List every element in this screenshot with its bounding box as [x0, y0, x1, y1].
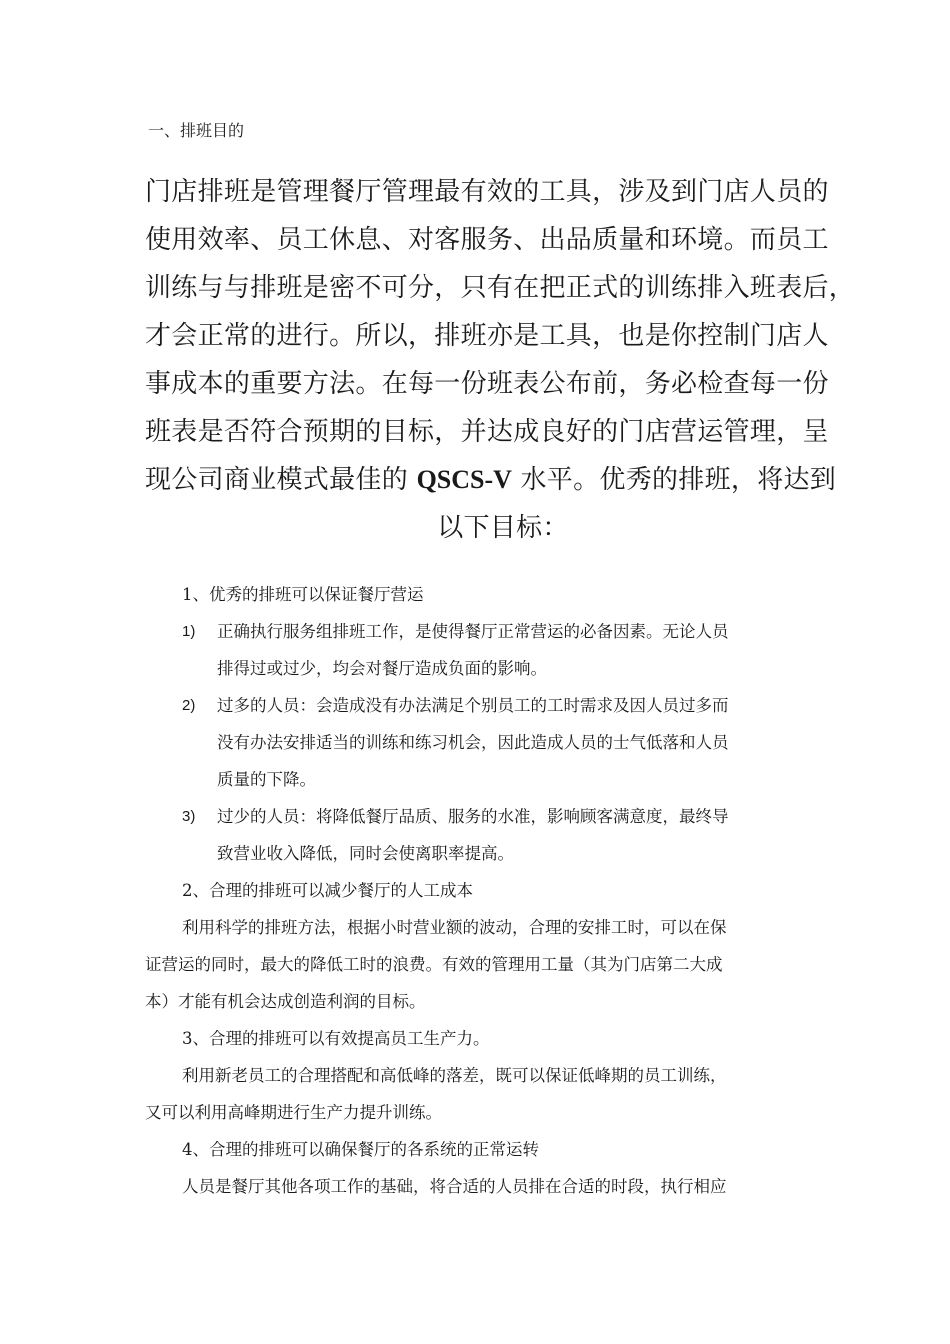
intro-line: 以下目标：	[437, 513, 569, 543]
list-item-text: 没有办法安排适当的训练和练习机会，因此造成人员的士气低落和人员	[217, 733, 729, 752]
paragraph-line: 又可以利用高峰期进行生产力提升训练。	[145, 1103, 442, 1122]
intro-text: 现公司商业模式最佳的	[145, 465, 417, 495]
model-name: QSCS-V	[416, 465, 512, 494]
paragraph-line: 人员是餐厅其他各项工作的基础，将合适的人员排在合适的时段，执行相应	[182, 1177, 727, 1196]
list-number: 3)	[182, 808, 196, 825]
intro-line	[145, 456, 837, 504]
paragraph-line: 本）才能有机会达成创造利润的目标。	[145, 992, 426, 1011]
intro-paragraph	[145, 168, 856, 552]
paragraph-line: 利用新老员工的合理搭配和高低峰的落差，既可以保证低峰期的员工训练，	[182, 1066, 727, 1085]
list-item-text: 致营业收入降低，同时会使离职率提高。	[217, 844, 514, 863]
list-number: 1)	[182, 623, 196, 640]
intro-line: 使用效率、员工休息、对客服务、出品质量和环境。而员工	[145, 225, 829, 255]
paragraph-line: 证营运的同时，最大的降低工时的浪费。有效的管理用工量（其为门店第二大成	[145, 955, 723, 974]
intro-line: 班表是否符合预期的目标，并达成良好的门店营运管理，呈	[145, 417, 829, 447]
intro-line: 才会正常的进行。所以，排班亦是工具，也是你控制门店人	[145, 321, 829, 351]
intro-line: 事成本的重要方法。在每一份班表公布前，务必检查每一份	[145, 369, 829, 399]
list-item-text: 过多的人员：会造成没有办法满足个别员工的工时需求及因人员过多而	[217, 696, 729, 715]
paragraph-line: 利用科学的排班方法，根据小时营业额的波动，合理的安排工时，可以在保	[182, 918, 727, 937]
list-item-text: 质量的下降。	[217, 770, 316, 789]
list-number: 2)	[182, 697, 196, 714]
goal-heading: 4、合理的排班可以确保餐厅的各系统的正常运转	[182, 1140, 539, 1159]
list-item-text: 正确执行服务组排班工作，是使得餐厅正常营运的必备因素。无论人员	[217, 622, 729, 641]
intro-text: 水平。优秀的排班，将达到	[511, 465, 837, 495]
section-title: 一、排班目的	[148, 121, 245, 140]
intro-line: 门店排班是管理餐厅管理最有效的工具，涉及到门店人员的	[145, 177, 829, 207]
goal-heading: 2、合理的排班可以减少餐厅的人工成本	[182, 881, 473, 900]
goal-heading: 1、优秀的排班可以保证餐厅营运	[182, 585, 424, 604]
list-item-text: 排得过或过少，均会对餐厅造成负面的影响。	[217, 659, 547, 678]
goal-heading: 3、合理的排班可以有效提高员工生产力。	[182, 1029, 490, 1048]
list-item-text: 过少的人员：将降低餐厅品质、服务的水准，影响顾客满意度，最终导	[217, 807, 729, 826]
intro-line: 训练与与排班是密不可分，只有在把正式的训练排入班表后，	[145, 273, 856, 303]
